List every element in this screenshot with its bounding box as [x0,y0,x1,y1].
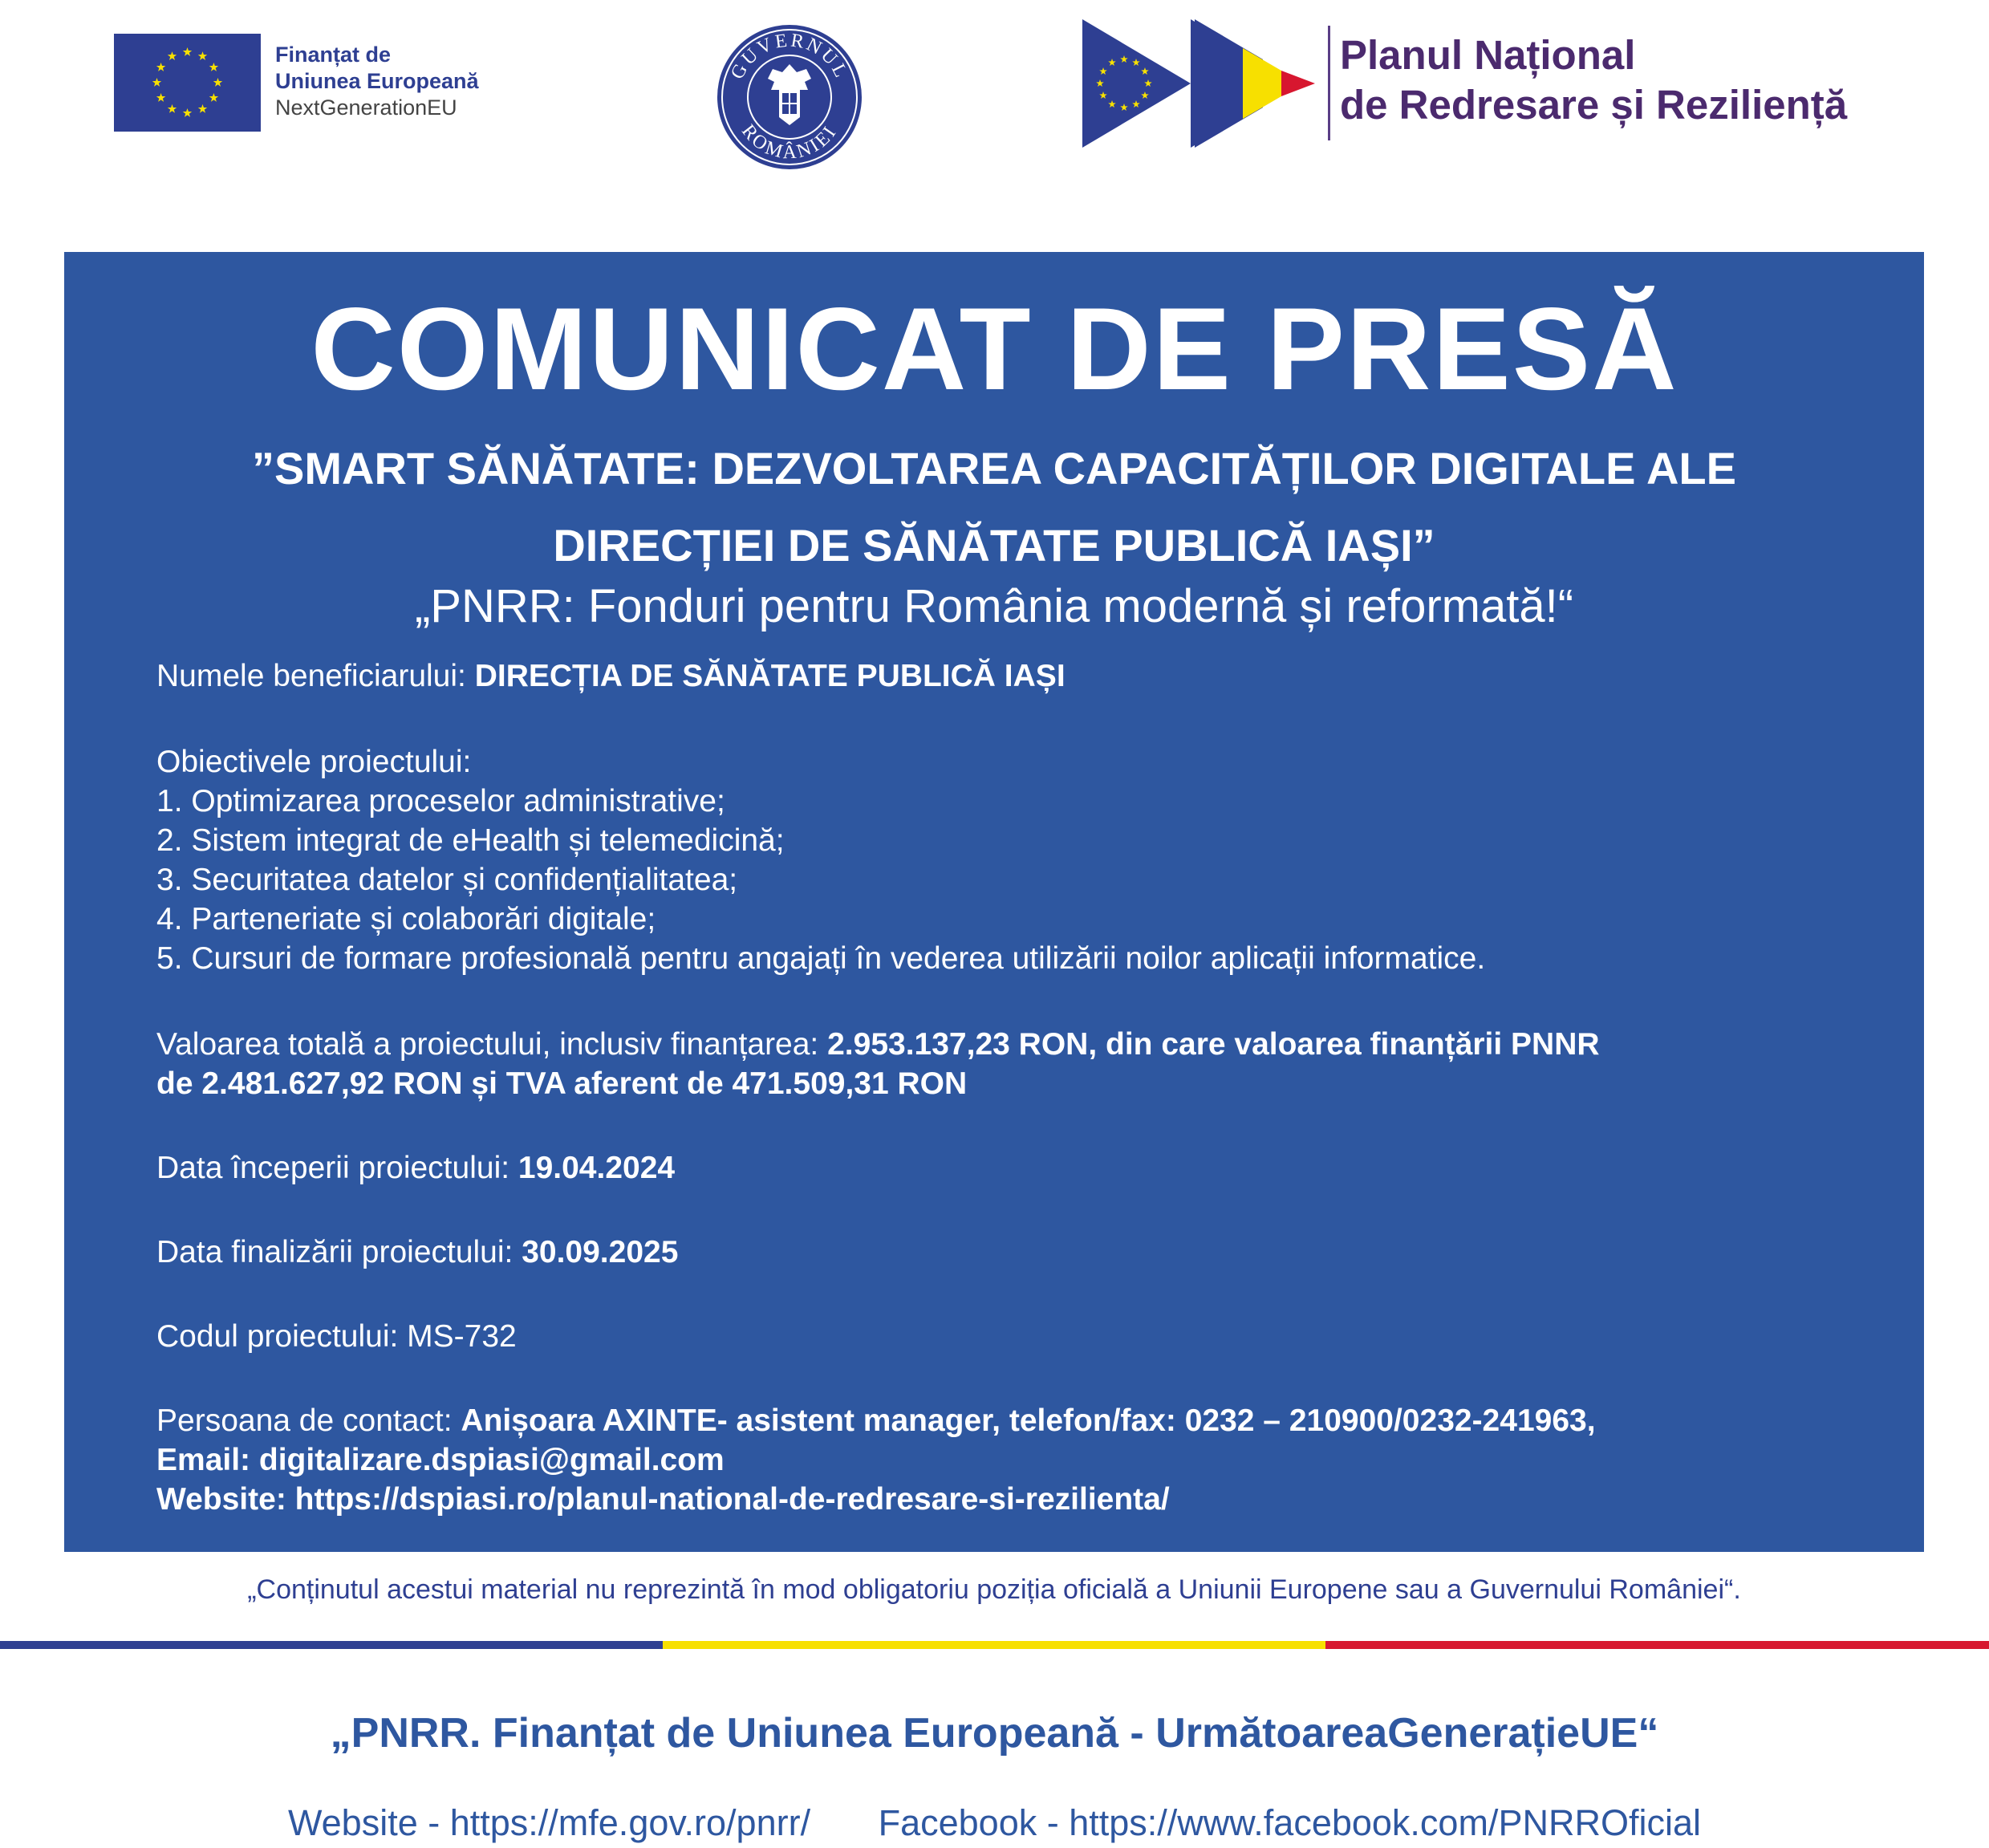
beneficiary-value: DIRECȚIA DE SĂNĂTATE PUBLICĂ IAȘI [474,659,1066,693]
project-title-line2: DIRECȚIEI DE SĂNĂTATE PUBLICĂ IAȘI” [553,520,1435,571]
end-date-label: Data finalizării proiectului: [156,1235,522,1269]
eu-star-icon [156,93,165,102]
flag-stripe-red [1325,1641,1989,1649]
eu-star-icon [168,104,177,113]
end-date-value: 30.09.2025 [522,1235,679,1269]
project-details [156,656,1890,1519]
project-value-row [156,1025,1890,1064]
project-title [64,430,1924,584]
eu-star-icon [152,78,161,87]
seal-top-text: GUVERNUL [727,30,853,83]
eu-star-icon [183,47,192,56]
contact-website: Website: https://dspiasi.ro/planul-national-de-redresare-si-rezilienta/ [156,1482,1170,1517]
footer-facebook-link[interactable]: Facebook - https://www.facebook.com/PNRROficial [878,1802,1701,1843]
start-date-row [156,1148,1890,1188]
eu-star-icon [209,93,218,102]
pnrr-slogan: „PNRR: Fonduri pentru România modernă și reformată!“ [414,580,1574,632]
project-value-line2: de 2.481.627,92 RON și TVA aferent de 471.509,31 RON [156,1066,968,1101]
beneficiary-row [156,656,1890,696]
contact-row [156,1401,1890,1440]
footer-links [0,1802,1989,1844]
press-release-title: COMUNICAT DE PRESĂ [311,283,1678,414]
project-code: Codul proiectului: MS-732 [156,1319,517,1354]
objective-item: 2. Sistem integrat de eHealth și telemedicină; [156,823,785,858]
contact-email: Email: digitalizare.dspiasi@gmail.com [156,1443,725,1477]
eu-funding-line3: NextGenerationEU [275,95,457,120]
end-date-row [156,1233,1890,1272]
eu-star-icon [209,63,218,71]
contact-label: Persoana de contact: [156,1403,461,1438]
start-date-value: 19.04.2024 [518,1151,676,1185]
objectives-label: Obiectivele proiectului: [156,745,472,779]
eu-star-icon [183,108,192,117]
eu-funding-line1: Finanțat de [275,43,392,67]
eu-funding-line2: Uniunea Europeană [275,69,479,93]
flag-stripe-blue [0,1641,663,1649]
eu-star-icon [168,51,177,60]
pnrr-title-line1: Planul Național [1340,32,1636,78]
beneficiary-label: Numele beneficiarului: [156,659,475,693]
contact-value: Anișoara AXINTE- asistent manager, telefon/fax: 0232 – 210900/0232-241963, [461,1403,1596,1438]
objective-item: 5. Cursuri de formare profesională pentru angajați în vederea utilizării noilor aplicații informatice. [156,941,1486,976]
eu-star-icon [198,104,207,113]
eu-star-icon [198,51,207,60]
project-value-line1: 2.953.137,23 RON, din care valoarea finanțării PNNR [827,1027,1600,1062]
objective-item: 1. Optimizarea proceselor administrative; [156,784,725,818]
project-title-line1: ”SMART SĂNĂTATE: DEZVOLTAREA CAPACITĂȚILOR DIGITALE ALE [252,443,1736,493]
pnrr-arrow-logo-icon [1082,19,1315,148]
objective-item: 4. Parteneriate și colaborări digitale; [156,902,656,936]
disclaimer-text: „Conținutul acestui material nu reprezintă în mod obligatoriu poziția oficială a Uniunii Europene sau a Guvernului României“. [247,1574,1741,1605]
seal-bottom-text: ROMÂNIEI [737,120,842,164]
start-date-label: Data începerii proiectului: [156,1151,518,1185]
pnrr-title-line2: de Redresare și Reziliență [1340,82,1848,128]
eu-funding-label [275,42,479,121]
objective-item: 3. Securitatea datelor și confidențialitatea; [156,863,738,897]
pnrr-divider [1328,26,1330,140]
footer-website-link[interactable]: Website - https://mfe.gov.ro/pnrr/ [288,1802,811,1843]
eu-star-icon [156,63,165,71]
pnrr-title [1340,30,1847,130]
eu-flag-icon [114,34,261,132]
guvernul-romaniei-seal-icon [715,22,864,172]
eu-star-icon [213,78,222,87]
project-value-label: Valoarea totală a proiectului, inclusiv finanțarea: [156,1027,828,1062]
footer-slogan: „PNRR. Finanțat de Uniunea Europeană - UrmătoareaGenerațieUE“ [330,1710,1659,1757]
flag-stripe-yellow [663,1641,1325,1649]
